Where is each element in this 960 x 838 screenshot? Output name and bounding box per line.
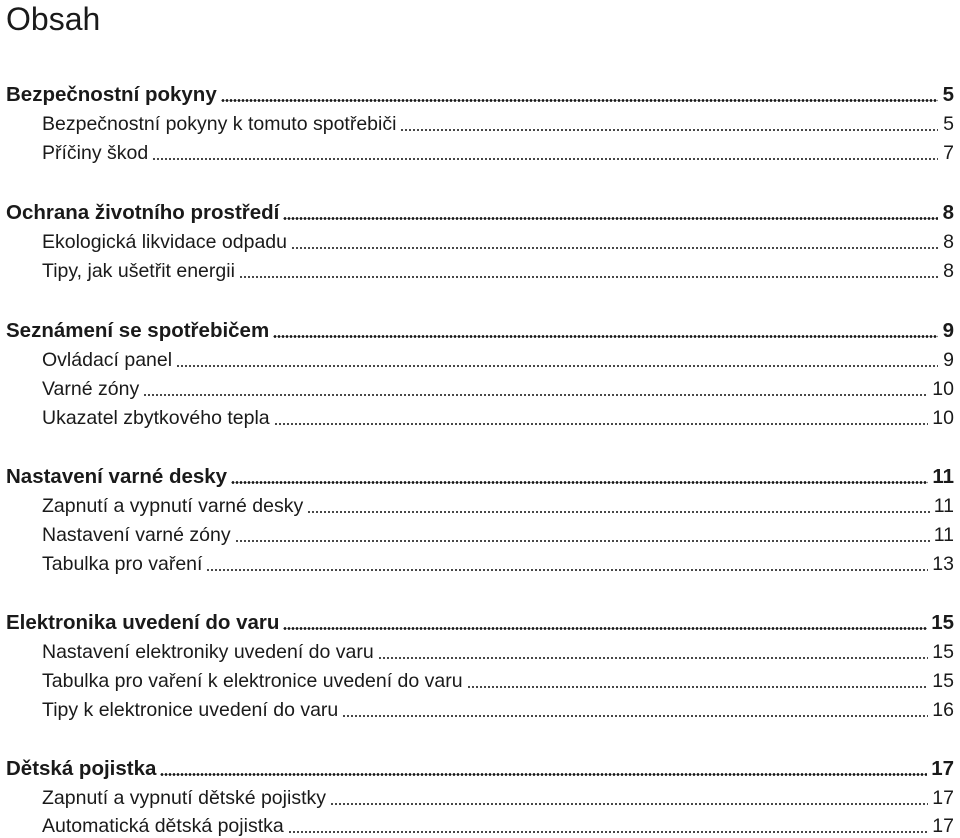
toc-item-title: Zapnutí a vypnutí dětské pojistky [42, 787, 326, 809]
toc-item-title: Varné zóny [42, 378, 140, 400]
dot-leader [152, 158, 938, 160]
dot-leader [176, 365, 938, 367]
toc-item[interactable] [42, 807, 954, 837]
toc-section-settings[interactable] [6, 458, 954, 488]
toc-section-boost[interactable] [6, 604, 954, 634]
toc-item[interactable] [42, 662, 954, 692]
toc-item[interactable] [42, 633, 954, 663]
toc-page-number: 11 [933, 524, 954, 546]
dot-leader [378, 657, 929, 659]
dot-leader [283, 217, 938, 220]
toc-item-title: Bezpečnostní pokyny k tomuto spotřebiči [42, 113, 397, 135]
toc-page-number: 15 [931, 611, 954, 634]
dot-leader [231, 481, 928, 484]
toc-page-number: 10 [932, 378, 954, 400]
dot-leader [288, 831, 929, 833]
dot-leader [283, 627, 927, 630]
toc-section-title: Nastavení varné desky [6, 465, 228, 488]
toc-item[interactable] [42, 779, 954, 809]
toc-page-number: 8 [942, 201, 954, 224]
dot-leader [273, 335, 938, 338]
toc-item-title: Ekologická likvidace odpadu [42, 231, 287, 253]
toc-item-title: Automatická dětská pojistka [42, 815, 284, 837]
page-title: Obsah [6, 1, 101, 37]
toc-page-number: 8 [943, 231, 954, 253]
toc-item-title: Ovládací panel [42, 349, 173, 371]
toc-page-number: 10 [932, 407, 954, 429]
toc-page-number: 17 [932, 815, 954, 837]
dot-leader [160, 773, 927, 776]
dot-leader [143, 394, 928, 396]
toc-section-child-lock[interactable] [6, 750, 954, 780]
dot-leader [235, 540, 930, 542]
toc-item[interactable] [42, 487, 954, 517]
dot-leader [221, 99, 938, 102]
toc-page-number: 15 [932, 670, 954, 692]
toc-item-title: Příčiny škod [42, 142, 149, 164]
toc-item[interactable] [42, 105, 954, 135]
toc-page-number: 13 [932, 553, 954, 575]
toc-page-number: 8 [943, 260, 954, 282]
toc-page-number: 17 [932, 787, 954, 809]
dot-leader [206, 569, 928, 571]
toc-page-number: 15 [932, 641, 954, 663]
dot-leader [342, 715, 928, 717]
toc-page-number: 7 [943, 142, 954, 164]
toc-page-number: 5 [942, 83, 954, 106]
toc-item[interactable] [42, 691, 954, 721]
dot-leader [400, 129, 938, 131]
toc-page-number: 17 [931, 757, 954, 780]
dot-leader [291, 247, 938, 249]
dot-leader [330, 803, 928, 805]
toc-item-title: Nastavení elektroniky uvedení do varu [42, 641, 374, 663]
toc-item-title: Nastavení varné zóny [42, 524, 231, 546]
toc-section-title: Ochrana životního prostředí [6, 201, 280, 224]
toc-section-title: Seznámení se spotřebičem [6, 319, 270, 342]
dot-leader [239, 276, 938, 278]
toc-section-safety[interactable] [6, 76, 954, 106]
toc-section-title: Dětská pojistka [6, 757, 157, 780]
toc-item-title: Tabulka pro vaření [42, 553, 203, 575]
dot-leader [467, 686, 929, 688]
toc-section-appliance[interactable] [6, 312, 954, 342]
toc-item-title: Ukazatel zbytkového tepla [42, 407, 270, 429]
toc-item[interactable] [42, 545, 954, 575]
toc-page-number: 11 [932, 465, 954, 488]
dot-leader [307, 511, 930, 513]
toc-item-title: Tabulka pro vaření k elektronice uvedení do varu [42, 670, 463, 692]
toc-section-environment[interactable] [6, 194, 954, 224]
toc-section-title: Elektronika uvedení do varu [6, 611, 280, 634]
toc-page-number: 16 [932, 699, 954, 721]
toc-page-number: 9 [942, 319, 954, 342]
toc-item[interactable] [42, 252, 954, 282]
toc-item[interactable] [42, 516, 954, 546]
toc-item[interactable] [42, 370, 954, 400]
toc-page-number: 9 [943, 349, 954, 371]
toc-page-number: 11 [933, 495, 954, 517]
toc-item[interactable] [42, 341, 954, 371]
toc-page-number: 5 [943, 113, 954, 135]
toc-item[interactable] [42, 399, 954, 429]
toc-item-title: Zapnutí a vypnutí varné desky [42, 495, 304, 517]
toc-item-title: Tipy k elektronice uvedení do varu [42, 699, 339, 721]
toc-item-title: Tipy, jak ušetřit energii [42, 260, 235, 282]
toc-section-title: Bezpečnostní pokyny [6, 83, 217, 106]
toc-item[interactable] [42, 134, 954, 164]
dot-leader [274, 423, 929, 425]
toc-item[interactable] [42, 223, 954, 253]
